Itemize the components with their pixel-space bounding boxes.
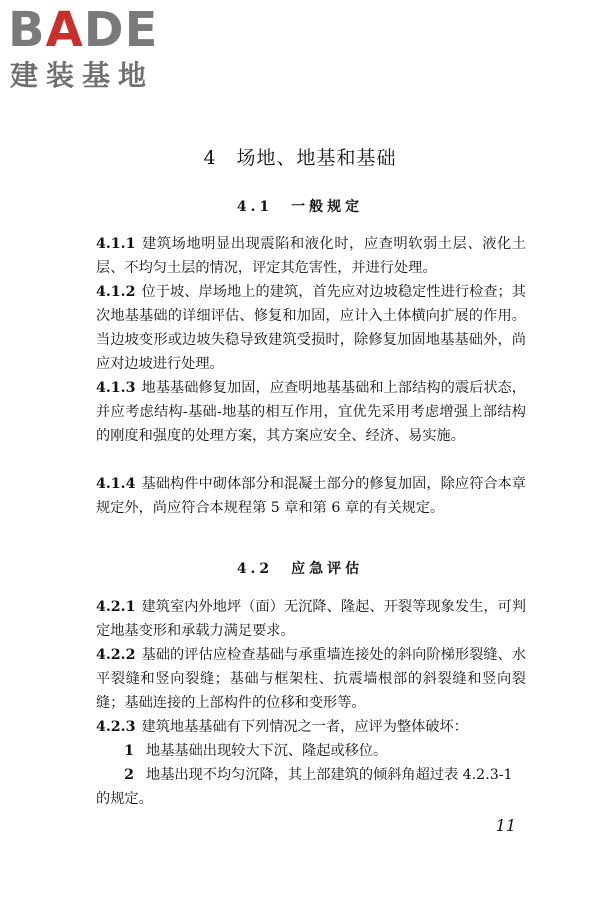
chapter-title: 4 场地、地基和基础 xyxy=(203,147,397,169)
list-item: 2 地基出现不均匀沉降，其上部建筑的倾斜角超过表 4.2.3-1 的规定。 xyxy=(96,767,513,807)
section-title-4-1: 4.1 一般规定 xyxy=(236,199,364,215)
clause-4-1-3: 4.1.3 地基基础修复加固，应查明地基基础和上部结构的震后状态，并应考虑结构-基础-地基的相互作用，宜优先采用考虑增强上部结构的刚度和强度的处理方案，其方案应安全、经济、易实施。 xyxy=(96,380,526,444)
logo-wordmark: BADE xyxy=(8,2,159,58)
clause-4-2-2: 4.2.2 基础的评估应检查基础与承重墙连接处的斜向阶梯形裂缝、水平裂缝和竖向裂缝；基础与框架柱、抗震墙根部的斜裂缝和竖向裂缝；基础连接的上部构件的位移和变形等。 xyxy=(96,647,526,711)
page-number: 11 xyxy=(495,816,516,835)
list-item: 1 地基基础出现较大下沉、隆起或移位。 xyxy=(124,743,388,759)
clause-4-2-1: 4.2.1 建筑室内外地坪（面）无沉降、隆起、开裂等现象发生，可判定地基变形和承载力满足要求。 xyxy=(96,599,526,639)
clause-4-2-3: 4.2.3 建筑地基基础有下列情况之一者，应评为整体破坏： xyxy=(96,719,468,735)
logo-subtitle: 建装基地 xyxy=(10,59,155,92)
bade-logo xyxy=(8,2,178,96)
clause-4-1-4: 4.1.4 基础构件中砌体部分和混凝土部分的修复加固，除应符合本章规定外，尚应符合本规程第 5 章和第 6 章的有关规定。 xyxy=(96,476,526,516)
section-title-4-2: 4.2 应急评估 xyxy=(236,561,364,577)
clause-4-1-2: 4.1.2 位于坡、岸场地上的建筑，首先应对边坡稳定性进行检查；其次地基基础的详细评估、修复和加固，应计入土体横向扩展的作用。当边坡变形或边坡失稳导致建筑受损时，除修复加固地基基础外，尚应对边坡进行处理。 xyxy=(96,284,526,372)
clause-4-1-1: 4.1.1 建筑场地明显出现震陷和液化时，应查明软弱土层、液化土层、不均匀土层的情况，评定其危害性，并进行处理。 xyxy=(96,236,526,276)
